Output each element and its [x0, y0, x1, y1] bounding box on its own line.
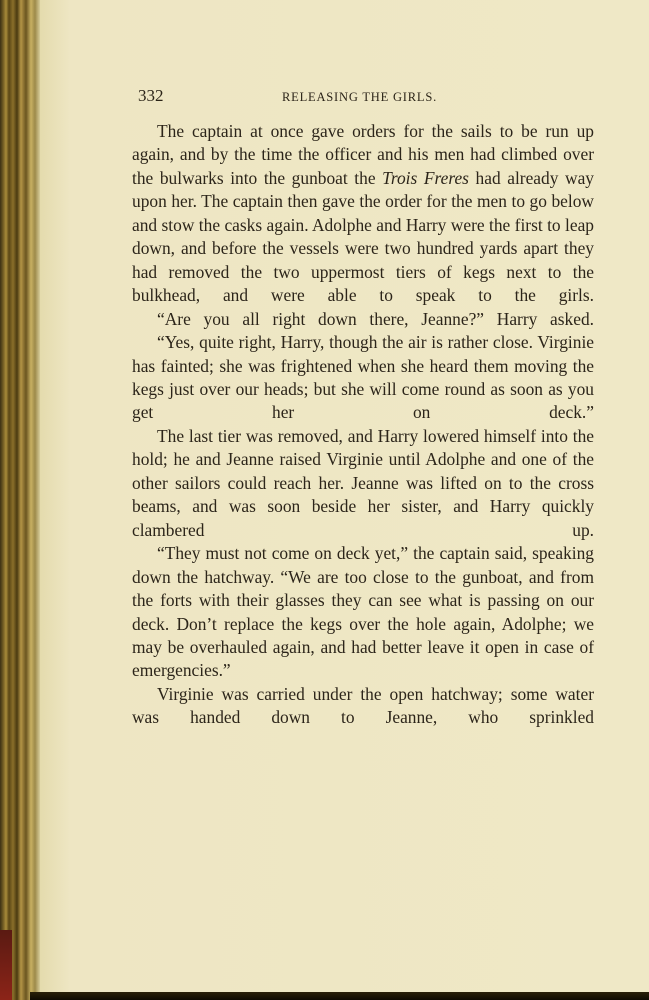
page-header	[138, 86, 594, 110]
paragraph-1-text: The captain at once gave orders for the sails to be run up again, and by the time the officer and his men had climbed over the bulwarks into the gunboat the	[132, 121, 594, 188]
paragraph-2: “Are you all right down there, Jeanne?” Harry asked.	[157, 308, 594, 329]
paragraph-1	[132, 120, 594, 308]
running-title: RELEASING THE GIRLS.	[282, 90, 438, 104]
paragraph-1-end: then gave the order for the men to go below and stow the casks again. Adolphe and Harry were the first to leap down, and before the vessels were two hundred yards apart they had removed the two uppermost tiers of kegs next to the bulkhead, and were able to speak to the girls.	[132, 191, 594, 306]
book-spine	[0, 0, 40, 1000]
page-bottom-edge	[30, 992, 649, 1000]
paragraph-3: “Yes, quite right, Harry, though the air is rather close. Virginie has fainted; she was frightened when she heard them moving the kegs just over our heads; but she will come round as soon as you get her on deck.”	[132, 332, 594, 423]
ship-name: Trois Freres	[382, 167, 469, 188]
paragraph-6: Virginie was carried under the open hatchway; some water was handed down to Jeanne, who sprinkled	[132, 683, 594, 728]
paragraph-4: The last tier was removed, and Harry lowered himself into the hold; he and Jeanne raised Virginie until Adolphe and one of the other sailors could reach her. Jeanne was lifted on to the cross beams, and was soon beside her sister, and Harry quickly clambered up.	[132, 425, 594, 540]
paragraph-1-continuation: had already way upon her. The captain	[132, 167, 594, 212]
paragraph-5: “They must not come on deck yet,” the captain said, speaking down the hatchway. “We are too close to the gunboat, and from the forts with their glasses they can see what is passing on our deck. Don’t replace the kegs over the hole again, Adolphe; we may be overhauled again, and had better leave it open in case of emergencies.”	[132, 543, 594, 681]
body-text	[132, 120, 594, 730]
page-number: 332	[138, 86, 164, 105]
spine-red-band	[0, 930, 12, 1000]
